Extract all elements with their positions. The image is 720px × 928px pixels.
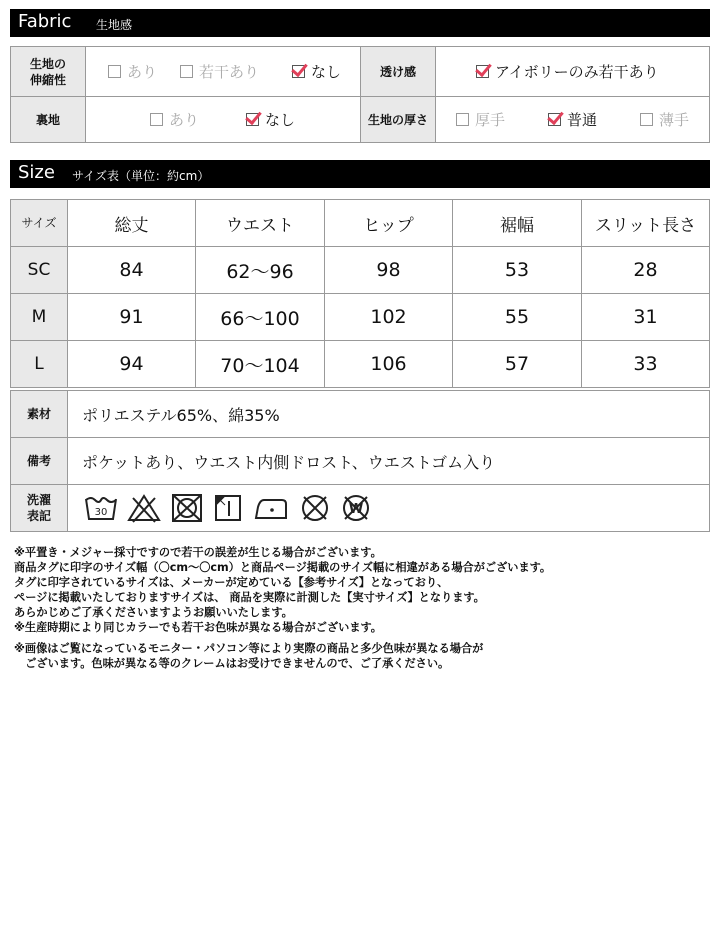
remarks-row — [11, 438, 710, 485]
thickness-options — [436, 97, 710, 143]
note-line: ございます。色味が異なる等のクレームはお受けできませんので、ご了承ください。 — [14, 657, 450, 670]
checkbox-empty-icon — [456, 113, 469, 126]
checkbox-empty-icon — [640, 113, 653, 126]
line-dry-shade-icon — [213, 493, 243, 523]
note-line: 商品タグに印字のサイズ幅（〇cm〜〇cm）と商品ページ掲載のサイズ幅に相違がある場合がございます。 — [14, 561, 552, 574]
table-cell: 91 — [68, 294, 196, 341]
table-cell: 70〜104 — [196, 341, 325, 388]
sheer-label: 透け感 — [361, 47, 436, 97]
table-cell: 106 — [325, 341, 453, 388]
thickness-option-normal: 普通 — [548, 109, 640, 130]
column-header: 総丈 — [68, 200, 196, 247]
size-title: Size — [18, 162, 55, 183]
lining-label: 裏地 — [11, 97, 86, 143]
stretch-option-none: なし — [292, 61, 341, 82]
checkbox-checked-icon — [246, 113, 259, 126]
checkbox-empty-icon — [108, 65, 121, 78]
no-wet-clean-icon — [340, 493, 372, 523]
table-cell: 53 — [453, 247, 582, 294]
iron-low-icon — [252, 493, 290, 523]
remarks-value: ポケットあり、ウエスト内側ドロスト、ウエストゴム入り — [68, 438, 710, 485]
care-label: 洗濯 表記 — [11, 485, 68, 532]
note-line: ページに掲載いたしておりますサイズは、 商品を実際に計測した【実寸サイズ】となります。 — [14, 591, 485, 604]
column-header: サイズ — [11, 200, 68, 247]
stretch-option-slight: 若干あり — [180, 61, 292, 82]
table-cell: 55 — [453, 294, 582, 341]
fabric-title: Fabric — [18, 11, 72, 32]
table-row — [11, 294, 710, 341]
no-tumble-dry-icon — [170, 493, 204, 523]
material-label: 素材 — [11, 391, 68, 438]
no-bleach-icon — [127, 493, 161, 523]
table-cell: 62〜96 — [196, 247, 325, 294]
stretch-option-yes: あり — [108, 61, 180, 82]
wash-temp-label: 30 — [94, 507, 108, 518]
table-cell: 84 — [68, 247, 196, 294]
sheer-options — [436, 47, 710, 97]
size-cell: M — [11, 294, 68, 341]
size-cell: L — [11, 341, 68, 388]
remarks-label: 備考 — [11, 438, 68, 485]
info-table — [10, 390, 710, 532]
table-cell: 98 — [325, 247, 453, 294]
note-line: あらかじめご了承くださいますようお願いいたします。 — [14, 606, 293, 619]
svg-text:W: W — [348, 502, 364, 517]
wash-30-icon — [84, 493, 118, 523]
size-subtitle: サイズ表（単位：約cm） — [72, 169, 210, 183]
size-header — [10, 160, 710, 188]
checkbox-checked-icon — [548, 113, 561, 126]
material-value: ポリエステル65%、綿35% — [68, 391, 710, 438]
table-cell: 94 — [68, 341, 196, 388]
size-table — [10, 199, 710, 388]
sheer-option-ivory: アイボリーのみ若干あり — [476, 61, 659, 82]
stretch-label: 生地の 伸縮性 — [11, 47, 86, 97]
column-header: 裾幅 — [453, 200, 582, 247]
note-line: ※画像はご覧になっているモニター・パソコン等により実際の商品と多少色味が異なる場合が — [14, 642, 484, 655]
table-cell: 66〜100 — [196, 294, 325, 341]
fabric-subtitle: 生地感 — [96, 18, 133, 32]
material-row — [11, 391, 710, 438]
lining-option-none: なし — [246, 109, 295, 130]
stretch-options — [86, 47, 361, 97]
note-line: タグに印字されているサイズは、メーカーが定めている【参考サイズ】となっており、 — [14, 576, 449, 589]
fabric-table — [10, 46, 710, 143]
size-table-header — [11, 200, 710, 247]
fabric-header — [10, 9, 710, 37]
table-row — [11, 247, 710, 294]
size-cell: SC — [11, 247, 68, 294]
lining-option-yes: あり — [150, 109, 246, 130]
checkbox-checked-icon — [476, 65, 489, 78]
checkbox-empty-icon — [150, 113, 163, 126]
column-header: ウエスト — [196, 200, 325, 247]
checkbox-checked-icon — [292, 65, 305, 78]
lining-options — [86, 97, 361, 143]
note-line: ※生産時期により同じカラーでも若干お色味が異なる場合がございます。 — [14, 621, 382, 634]
thickness-option-thick: 厚手 — [456, 109, 548, 130]
table-cell: 57 — [453, 341, 582, 388]
column-header: スリット長さ — [582, 200, 710, 247]
care-symbols — [68, 485, 710, 532]
table-row — [11, 341, 710, 388]
thickness-label: 生地の厚さ — [361, 97, 436, 143]
no-dry-clean-icon — [299, 493, 331, 523]
table-cell: 31 — [582, 294, 710, 341]
notes — [14, 545, 551, 671]
thickness-option-thin: 薄手 — [640, 109, 689, 130]
table-cell: 102 — [325, 294, 453, 341]
checkbox-empty-icon — [180, 65, 193, 78]
note-line: ※平置き・メジャー採寸ですので若干の誤差が生じる場合がございます。 — [14, 546, 382, 559]
table-cell: 28 — [582, 247, 710, 294]
care-row — [11, 485, 710, 532]
table-cell: 33 — [582, 341, 710, 388]
column-header: ヒップ — [325, 200, 453, 247]
